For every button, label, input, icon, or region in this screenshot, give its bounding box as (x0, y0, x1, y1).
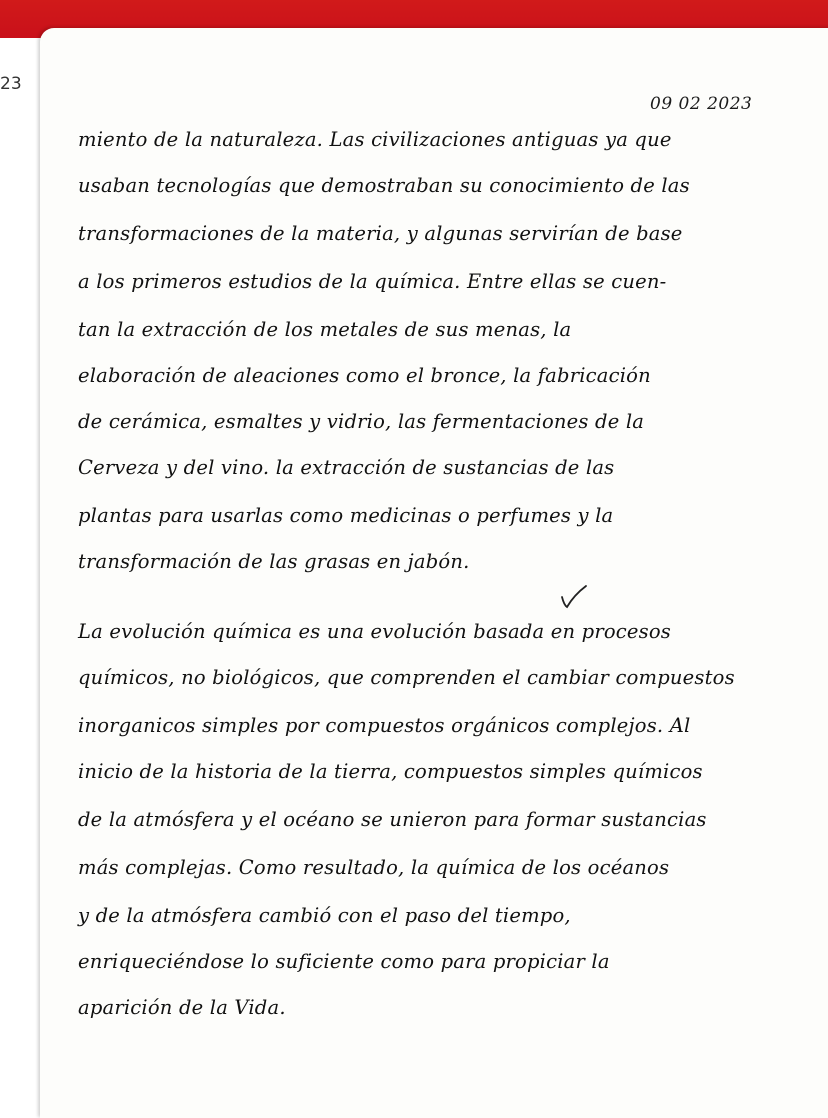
text-line: de la atmósfera y el océano se unieron para formar sustancias (78, 808, 707, 831)
text-line: tan la extracción de los metales de sus menas, la (78, 318, 572, 341)
text-line: La evolución química es una evolución basada en procesos (78, 620, 672, 643)
text-line: más complejas. Como resultado, la química de los océanos (78, 856, 670, 879)
text-line: a los primeros estudios de la química. Entre ellas se cuen- (78, 270, 667, 293)
text-line: inicio de la historia de la tierra, compuestos simples químicos (78, 760, 703, 783)
page-number: 23 (0, 74, 22, 94)
text-line: usaban tecnologías que demostraban su conocimiento de las (78, 174, 690, 197)
text-line: miento de la naturaleza. Las civilizaciones antiguas ya que (78, 128, 672, 151)
text-line: plantas para usarlas como medicinas o perfumes y la (78, 504, 614, 527)
text-line: aparición de la Vida. (78, 996, 286, 1019)
text-line: y de la atmósfera cambió con el paso del tiempo, (78, 904, 571, 927)
text-line: inorganicos simples por compuestos orgánicos complejos. Al (78, 714, 691, 737)
text-line: enriqueciéndose lo suficiente como para propiciar la (78, 950, 610, 973)
text-line: químicos, no biológicos, que comprenden el cambiar compuestos (78, 666, 735, 689)
text-line: elaboración de aleaciones como el bronce, la fabricación (78, 364, 651, 387)
text-line: transformaciones de la materia, y algunas servirían de base (78, 222, 683, 245)
text-line: transformación de las grasas en jabón. (78, 550, 470, 573)
date: 09 02 2023 (650, 94, 753, 114)
text-line: Cerveza y del vino. la extracción de sustancias de las (78, 456, 615, 479)
checkmark-icon (558, 583, 588, 611)
text-line: de cerámica, esmaltes y vidrio, las fermentaciones de la (78, 410, 645, 433)
